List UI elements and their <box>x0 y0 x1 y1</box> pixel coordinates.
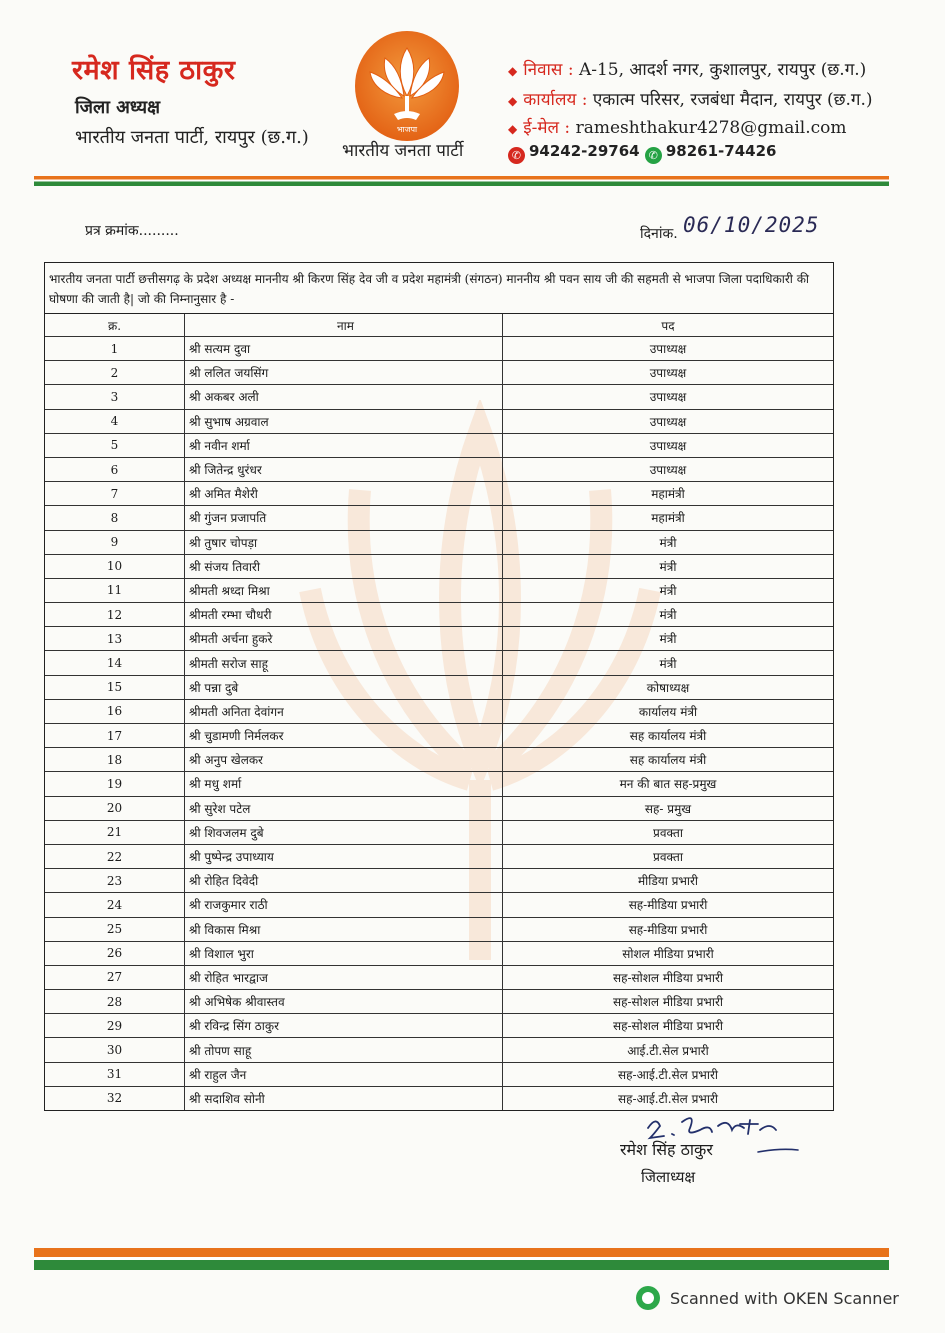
name-cell: श्री अनुप खेलकर <box>185 748 503 771</box>
table-row <box>45 1038 833 1062</box>
date-value-handwritten: 06/10/2025 <box>683 213 820 237</box>
signatory-title: जिलाध्यक्ष <box>641 1168 696 1186</box>
table-row <box>45 410 833 434</box>
name-cell: श्री सदाशिव सोनी <box>185 1087 503 1110</box>
post-cell: सह-सोशल मीडिया प्रभारी <box>613 1019 723 1034</box>
header-name: नाम <box>185 314 503 336</box>
table-row <box>45 990 833 1014</box>
name-cell: श्री राहुल जैन <box>185 1063 503 1086</box>
sender-title: जिला अध्यक्ष <box>75 97 161 118</box>
sender-party: भारतीय जनता पार्टी, रायपुर (छ.ग.) <box>75 127 309 148</box>
post-cell: कोषाध्यक्ष <box>646 680 690 695</box>
serial-cell: 5 <box>45 434 185 457</box>
phone-2: 98261-74426 <box>665 142 777 160</box>
announcement-text: भारतीय जनता पार्टी छत्तीसगढ़ के प्रदेश अध्यक्ष माननीय श्री किरण सिंह देव जी व प्रदेश महामंत्री (संगठन) माननीय श्री पवन साय जी की सहमती से भाजपा जिला पदाधिकारी की घोषणा की जाती है| जो की निम्नानुसार है - <box>45 263 833 314</box>
serial-cell: 26 <box>45 942 185 965</box>
post-cell: सोशल मीडिया प्रभारी <box>622 946 714 961</box>
table-row <box>45 845 833 869</box>
serial-cell: 8 <box>45 506 185 529</box>
phone-icon: ✆ <box>508 147 525 164</box>
post-cell: उपाध्यक्ष <box>649 366 687 381</box>
name-cell: श्रीमती अर्चना हुकरे <box>185 627 503 650</box>
table-row <box>45 748 833 772</box>
diamond-bullet-icon: ◆ <box>508 64 518 78</box>
name-cell: श्री शिवजलम दुबे <box>185 821 503 844</box>
post-cell: सह-आई.टी.सेल प्रभारी <box>618 1067 718 1082</box>
name-cell: श्रीमती श्रध्दा मिश्रा <box>185 579 503 602</box>
whatsapp-icon: ✆ <box>645 147 662 164</box>
table-row <box>45 385 833 409</box>
serial-cell: 12 <box>45 603 185 626</box>
table-row <box>45 942 833 966</box>
email-label: ई-मेल : <box>523 118 571 138</box>
email-value: rameshthakur4278@gmail.com <box>575 118 847 138</box>
name-cell: श्रीमती रम्भा चौधरी <box>185 603 503 626</box>
serial-cell: 2 <box>45 361 185 384</box>
post-cell: उपाध्यक्ष <box>649 438 687 453</box>
name-cell: श्री पुष्पेन्द्र उपाध्याय <box>185 845 503 868</box>
serial-cell: 11 <box>45 579 185 602</box>
serial-cell: 3 <box>45 385 185 408</box>
serial-cell: 9 <box>45 531 185 554</box>
name-cell: श्रीमती सरोज साहू <box>185 651 503 674</box>
post-cell: प्रवक्ता <box>653 850 683 865</box>
post-cell: सह कार्यालय मंत्री <box>629 729 707 744</box>
name-cell: श्री विकास मिश्रा <box>185 918 503 941</box>
sender-name: रमेश सिंह ठाकुर <box>72 55 236 86</box>
post-cell: प्रवक्ता <box>653 825 683 840</box>
name-cell: श्री अकबर अली <box>185 385 503 408</box>
table-row <box>45 337 833 361</box>
serial-cell: 21 <box>45 821 185 844</box>
name-cell: श्री अमित मैशेरी <box>185 482 503 505</box>
table-row <box>45 893 833 917</box>
table-row <box>45 821 833 845</box>
post-cell: कार्यालय मंत्री <box>638 704 698 719</box>
table-row <box>45 482 833 506</box>
serial-cell: 16 <box>45 700 185 723</box>
post-cell: मंत्री <box>659 535 677 550</box>
name-cell: श्री अभिषेक श्रीवास्तव <box>185 990 503 1013</box>
name-cell: श्री मधु शर्मा <box>185 772 503 795</box>
table-row <box>45 797 833 821</box>
serial-cell: 10 <box>45 555 185 578</box>
post-cell: सह-सोशल मीडिया प्रभारी <box>613 970 723 985</box>
diamond-bullet-icon: ◆ <box>508 94 518 108</box>
serial-cell: 6 <box>45 458 185 481</box>
name-cell: श्री राजकुमार राठी <box>185 893 503 916</box>
serial-cell: 17 <box>45 724 185 747</box>
table-row <box>45 651 833 675</box>
serial-cell: 22 <box>45 845 185 868</box>
post-cell: मंत्री <box>659 632 677 647</box>
table-row <box>45 531 833 555</box>
table-row <box>45 361 833 385</box>
name-cell: श्री पन्ना दुबे <box>185 676 503 699</box>
header-serial: क्र. <box>45 314 185 336</box>
post-cell: सह-मीडिया प्रभारी <box>628 922 708 937</box>
table-row <box>45 676 833 700</box>
name-cell: श्री सत्यम दुवा <box>185 337 503 360</box>
diamond-bullet-icon: ◆ <box>508 122 518 136</box>
name-cell: श्री रोहित भारद्वाज <box>185 966 503 989</box>
table-row <box>45 772 833 796</box>
serial-cell: 24 <box>45 893 185 916</box>
serial-cell: 32 <box>45 1087 185 1110</box>
name-cell: श्री तुषार चोपड़ा <box>185 531 503 554</box>
logo-mark-text: भाजपा <box>396 125 418 134</box>
serial-cell: 15 <box>45 676 185 699</box>
serial-cell: 25 <box>45 918 185 941</box>
signatory-name: रमेश सिंह ठाकुर <box>620 1140 713 1159</box>
serial-cell: 30 <box>45 1038 185 1061</box>
post-cell: उपाध्यक्ष <box>649 390 687 405</box>
table-row <box>45 1087 833 1110</box>
name-cell: श्री तोपण साहू <box>185 1038 503 1061</box>
table-row <box>45 869 833 893</box>
table-row <box>45 724 833 748</box>
logo-caption: भारतीय जनता पार्टी <box>342 141 464 161</box>
post-cell: मंत्री <box>659 559 677 574</box>
table-row <box>45 1014 833 1038</box>
post-cell: सह-आई.टी.सेल प्रभारी <box>618 1091 718 1106</box>
scanner-text: Scanned with OKEN Scanner <box>670 1289 899 1308</box>
name-cell: श्री संजय तिवारी <box>185 555 503 578</box>
post-cell: मंत्री <box>659 583 677 598</box>
header-post: पद <box>661 318 675 333</box>
serial-cell: 1 <box>45 337 185 360</box>
post-cell: सह- प्रमुख <box>644 801 692 816</box>
serial-cell: 23 <box>45 869 185 892</box>
table-row <box>45 579 833 603</box>
table-row <box>45 1063 833 1087</box>
tricolor-band-bottom <box>34 1248 889 1270</box>
name-cell: श्री रोहित दिवेदी <box>185 869 503 892</box>
table-row <box>45 458 833 482</box>
reference-number-label: प्रत्र क्रमांक......... <box>85 223 179 239</box>
serial-cell: 13 <box>45 627 185 650</box>
serial-cell: 31 <box>45 1063 185 1086</box>
table-row <box>45 966 833 990</box>
contact-email <box>508 115 847 138</box>
serial-cell: 19 <box>45 772 185 795</box>
table-row <box>45 627 833 651</box>
post-cell: मन की बात सह-प्रमुख <box>619 777 717 792</box>
post-cell: सह-सोशल मीडिया प्रभारी <box>613 995 723 1010</box>
office-bearers-table <box>44 262 834 1111</box>
name-cell: श्री रविन्द्र सिंग ठाकुर <box>185 1014 503 1037</box>
post-cell: उपाध्यक्ष <box>649 342 687 357</box>
residence-value: A-15, आदर्श नगर, कुशालपुर, रायपुर (छ.ग.) <box>578 60 867 80</box>
post-cell: सह-मीडिया प्रभारी <box>628 898 708 913</box>
serial-cell: 14 <box>45 651 185 674</box>
post-cell: सह कार्यालय मंत्री <box>629 753 707 768</box>
post-cell: मंत्री <box>659 608 677 623</box>
serial-cell: 27 <box>45 966 185 989</box>
tricolor-band-top <box>34 176 889 186</box>
post-cell: मंत्री <box>659 656 677 671</box>
post-cell: महामंत्री <box>651 487 685 502</box>
name-cell: श्री सुभाष अग्रवाल <box>185 410 503 433</box>
name-cell: श्री विशाल भुरा <box>185 942 503 965</box>
post-cell: आई.टी.सेल प्रभारी <box>627 1043 709 1058</box>
name-cell: श्री नवीन शर्मा <box>185 434 503 457</box>
name-cell: श्री चुडामणी निर्मलकर <box>185 724 503 747</box>
serial-cell: 29 <box>45 1014 185 1037</box>
table-row <box>45 506 833 530</box>
contact-residence <box>508 57 866 80</box>
table-header-row <box>45 314 833 337</box>
serial-cell: 20 <box>45 797 185 820</box>
date-label: दिनांक. <box>640 226 678 242</box>
table-row <box>45 555 833 579</box>
serial-cell: 4 <box>45 410 185 433</box>
name-cell: श्री सुरेश पटेल <box>185 797 503 820</box>
table-row <box>45 603 833 627</box>
scanner-watermark <box>636 1286 899 1310</box>
office-value: एकात्म परिसर, रजबंधा मैदान, रायपुर (छ.ग.) <box>592 90 873 110</box>
serial-cell: 18 <box>45 748 185 771</box>
office-label: कार्यालय : <box>523 90 588 110</box>
post-cell: महामंत्री <box>651 511 685 526</box>
post-cell: उपाध्यक्ष <box>649 414 687 429</box>
table-row <box>45 918 833 942</box>
name-cell: श्री गुंजन प्रजापति <box>185 506 503 529</box>
table-row <box>45 434 833 458</box>
scanner-logo-icon <box>636 1286 660 1310</box>
post-cell: मीडिया प्रभारी <box>637 874 699 889</box>
name-cell: श्रीमती अनिता देवांगन <box>185 700 503 723</box>
name-cell: श्री ललित जयसिंग <box>185 361 503 384</box>
residence-label: निवास : <box>523 60 574 80</box>
name-cell: श्री जितेन्द्र धुरंधर <box>185 458 503 481</box>
table-row <box>45 700 833 724</box>
serial-cell: 28 <box>45 990 185 1013</box>
serial-cell: 7 <box>45 482 185 505</box>
post-cell: उपाध्यक्ष <box>649 463 687 478</box>
contact-office <box>508 87 873 110</box>
contact-phones <box>508 142 776 164</box>
phone-1: 94242-29764 <box>529 142 640 160</box>
lotus-logo-icon <box>352 30 462 142</box>
